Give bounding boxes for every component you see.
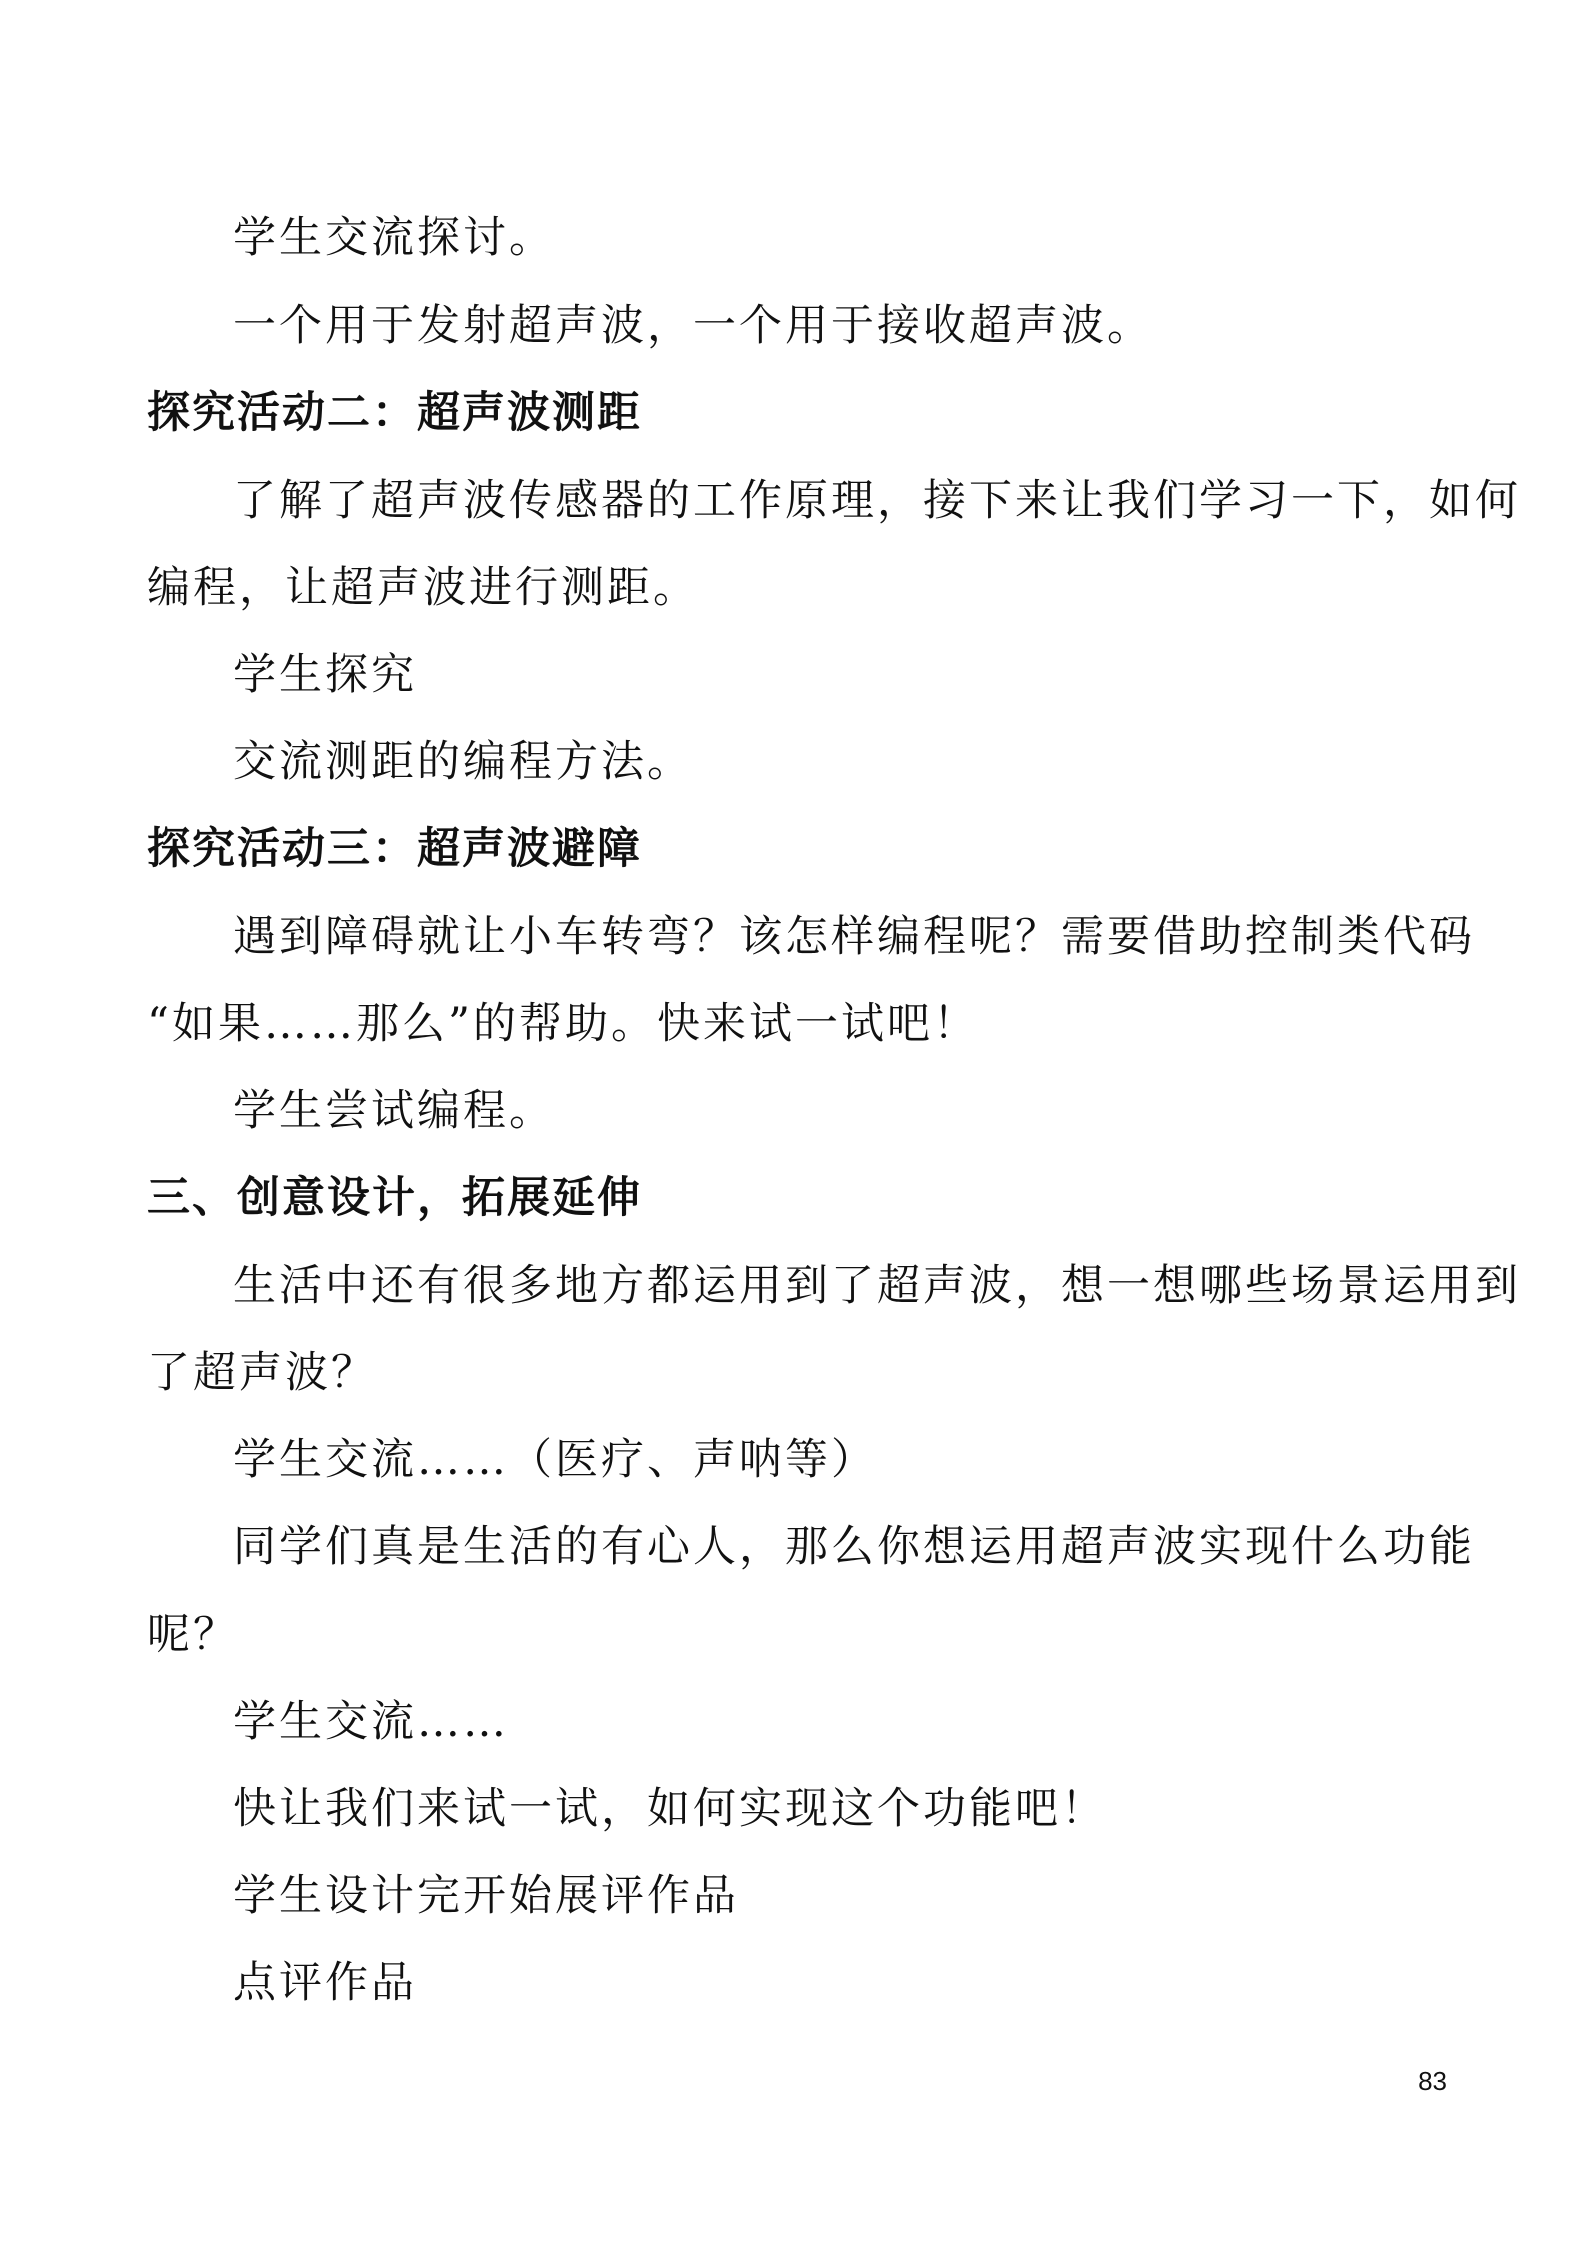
paragraph-line: 编程，让超声波进行测距。 xyxy=(147,563,699,613)
paragraph-line: 了解了超声波传感器的工作原理，接下来让我们学习一下，如何 xyxy=(233,476,1521,526)
paragraph-line: 快让我们来试一试，如何实现这个功能吧！ xyxy=(233,1784,1107,1834)
paragraph-line: 生活中还有很多地方都运用到了超声波，想一想哪些场景运用到 xyxy=(233,1261,1521,1311)
paragraph-line: 点评作品 xyxy=(233,1958,417,2008)
paragraph-line: 学生尝试编程。 xyxy=(233,1086,555,1136)
paragraph-line: 了超声波？ xyxy=(147,1348,377,1398)
paragraph-line: 呢？ xyxy=(147,1610,239,1660)
paragraph-line: 学生探究 xyxy=(233,650,417,700)
paragraph-line: 交流测距的编程方法。 xyxy=(233,737,693,787)
paragraph-line: 一个用于发射超声波，一个用于接收超声波。 xyxy=(233,301,1153,351)
paragraph-line: 同学们真是生活的有心人，那么你想运用超声波实现什么功能 xyxy=(233,1522,1475,1572)
paragraph-line: 学生交流……（医疗、声呐等） xyxy=(233,1435,877,1485)
paragraph-line: 学生交流探讨。 xyxy=(233,213,555,263)
paragraph-line: 学生设计完开始展评作品 xyxy=(233,1871,739,1921)
page-number: 83 xyxy=(1418,2066,1447,2096)
paragraph-line: “如果……那么”的帮助。快来试一试吧！ xyxy=(147,999,979,1049)
section-heading: 三、创意设计，拓展延伸 xyxy=(147,1173,642,1223)
section-heading: 探究活动二：超声波测距 xyxy=(147,388,642,438)
section-heading: 探究活动三：超声波避障 xyxy=(147,824,642,874)
paragraph-line: 遇到障碍就让小车转弯？该怎样编程呢？需要借助控制类代码 xyxy=(233,912,1475,962)
paragraph-line: 学生交流…… xyxy=(233,1697,509,1747)
